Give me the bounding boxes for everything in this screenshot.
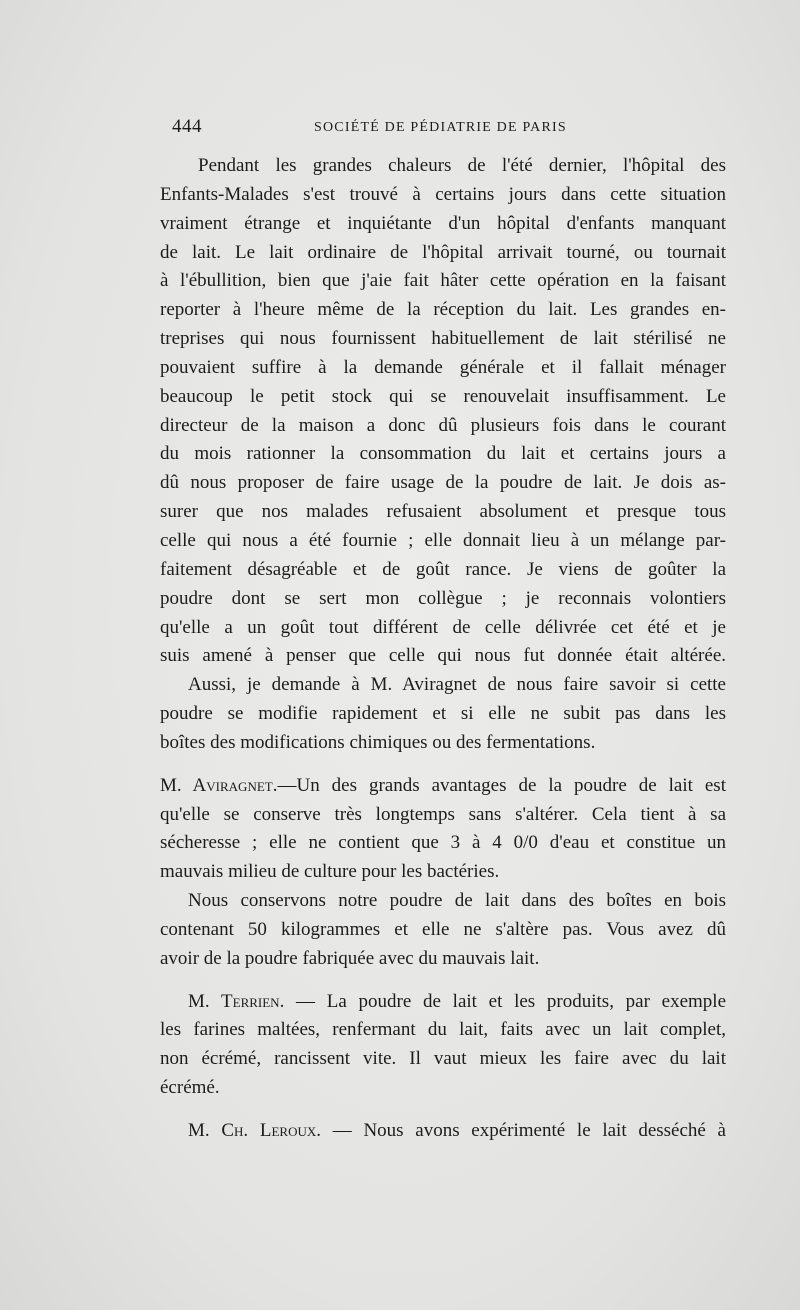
text-line: mauvais milieu de culture pour les bactéries. [160,861,500,883]
text-line: non écrémé, rancissent vite. Il vaut mieux les faire avec du lait [160,1048,726,1070]
text-line: faitement désagréable et de goût rance. Je viens de goûter la [160,558,726,580]
speaker-paragraph [160,772,726,887]
speaker-text: — La poudre de lait et les produits, par exemple [284,990,726,1012]
text-line: qu'elle se conserve très longtemps sans s'altérer. Cela tient à sa [160,803,726,825]
text-line: pouvaient suffire à la demande générale et il fallait ménager [160,356,726,378]
text-line: sécheresse ; elle ne contient que 3 à 4 0/0 d'eau et constitue un [160,832,726,854]
page-header [172,116,732,140]
text-line [160,988,726,1017]
text-line: Aussi, je demande à M. Aviragnet de nous faire savoir si cette [188,674,726,696]
text-line: Pendant les grandes chaleurs de l'été dernier, l'hôpital des [198,155,726,176]
text-line: les farines maltées, renfermant du lait, faits avec un lait complet, [160,1019,726,1041]
text-line: Nous conservons notre poudre de lait dans des boîtes en bois [188,890,726,912]
page-number: 444 [172,116,202,137]
text-line: beaucoup le petit stock qui se renouvelait insuffisamment. Le [160,385,726,407]
text-line: de lait. Le lait ordinaire de l'hôpital arrivait tourné, ou tournait [160,241,726,263]
text-line: Enfants-Malades s'est trouvé à certains jours dans cette situation [160,183,726,205]
text-line: du mois rationner la consommation du lait et certains jours a [160,443,726,465]
speaker-name: M. Terrien. [188,990,285,1012]
text-line [160,1117,726,1146]
speaker-text: —Un des grands avantages de la poudre de lait est [277,774,726,796]
running-title: SOCIÉTÉ DE PÉDIATRIE DE PARIS [314,120,567,135]
text-line: contenant 50 kilogrammes et elle ne s'altère pas. Vous avez dû [160,918,726,940]
text-line: reporter à l'heure même de la réception du lait. Les grandes en- [160,299,726,321]
paragraph-gap [160,974,726,988]
text-line: à l'ébullition, bien que j'aie fait hâter cette opération en la faisant [160,270,726,292]
text-line: surer que nos malades refusaient absolument et presque tous [160,501,726,523]
paragraph-gap [160,1103,726,1117]
text-line: écrémé. [160,1077,220,1099]
text-line: treprises qui nous fournissent habituellement de lait stérilisé ne [160,328,726,350]
paragraph-gap [160,758,726,772]
text-line: dû nous proposer de faire usage de la poudre de lait. Je dois as- [160,472,726,494]
speaker-paragraph [160,988,726,1103]
text-line: suis amené à penser que celle qui nous fut donnée était altérée. [160,645,726,667]
paragraph [160,671,726,758]
speaker-text: — Nous avons expérimenté le lait desséché à [321,1120,726,1141]
text-line: avoir de la poudre fabriquée avec du mauvais lait. [160,947,540,969]
text-line: vraiment étrange et inquiétante d'un hôpital d'enfants manquant [160,212,726,234]
article-body [160,152,726,1146]
text-line: qu'elle a un goût tout différent de celle délivrée cet été et je [160,616,726,638]
paragraph [160,152,726,671]
text-line [160,772,726,801]
text-line: celle qui nous a été fournie ; elle donnait lieu à un mélange par- [160,529,726,551]
text-line: directeur de la maison a donc dû plusieurs fois dans le courant [160,414,726,436]
speaker-paragraph [160,1117,726,1146]
paragraph [160,887,726,974]
speaker-name: M. Ch. Leroux. [188,1120,322,1141]
text-line: poudre se modifie rapidement et si elle ne subit pas dans les [160,703,726,725]
speaker-name: M. Aviragnet. [160,774,278,796]
text-line: boîtes des modifications chimiques ou des fermentations. [160,731,596,753]
text-line: poudre dont se sert mon collègue ; je reconnais volontiers [160,587,726,609]
